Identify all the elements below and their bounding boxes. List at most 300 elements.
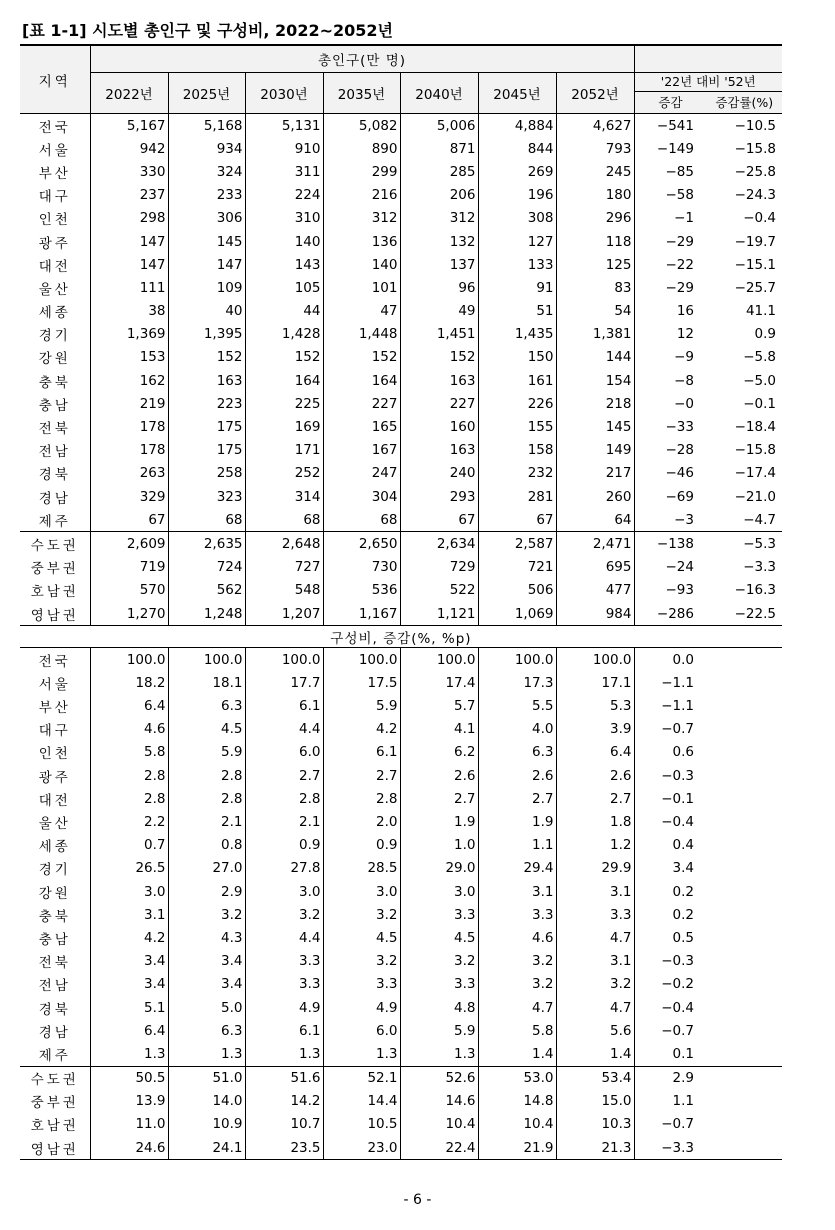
table-row bbox=[20, 857, 782, 880]
header-year: 2035년 bbox=[323, 73, 400, 114]
value-cell: 144 bbox=[556, 346, 634, 369]
value-cell: 312 bbox=[323, 207, 400, 230]
value-cell: 6.0 bbox=[323, 1019, 400, 1042]
value-cell: 3.1 bbox=[90, 903, 168, 926]
value-cell: 13.9 bbox=[90, 1090, 168, 1113]
change-rate-cell: −25.7 bbox=[734, 279, 776, 296]
value-cell: 793 bbox=[556, 137, 634, 160]
value-cell: 68 bbox=[245, 508, 323, 532]
value-cell: 67 bbox=[90, 508, 168, 532]
value-cell: 4.5 bbox=[400, 926, 478, 949]
value-cell: 68 bbox=[168, 508, 245, 532]
value-cell: 1.1 bbox=[478, 834, 556, 857]
change-cell: −541 bbox=[634, 114, 706, 138]
value-cell: 2,635 bbox=[168, 532, 245, 556]
change-cell: −0.7 bbox=[661, 1022, 694, 1039]
header-change-rate: 증감률(%) bbox=[715, 95, 774, 110]
value-cell: 3.3 bbox=[245, 973, 323, 996]
region-cell: 울산 bbox=[20, 276, 90, 299]
table-row bbox=[20, 392, 782, 415]
value-cell: 143 bbox=[245, 253, 323, 276]
value-cell: 727 bbox=[245, 556, 323, 579]
value-cell: 2,634 bbox=[400, 532, 478, 556]
change-cell: 12 bbox=[676, 326, 694, 343]
change-rate-cell: 41.1 bbox=[745, 303, 776, 320]
value-cell: 4.3 bbox=[168, 926, 245, 949]
value-cell: 2.1 bbox=[245, 810, 323, 833]
value-cell: 10.5 bbox=[323, 1113, 400, 1136]
value-cell: 4.9 bbox=[323, 996, 400, 1019]
region-cell: 부산 bbox=[20, 695, 90, 718]
value-cell: 4.7 bbox=[556, 996, 634, 1019]
value-cell: 1.9 bbox=[400, 810, 478, 833]
value-cell: 5.9 bbox=[168, 741, 245, 764]
value-cell: 6.4 bbox=[90, 695, 168, 718]
value-cell: 127 bbox=[478, 230, 556, 253]
region-cell: 광주 bbox=[20, 230, 90, 253]
value-cell: 163 bbox=[400, 439, 478, 462]
value-cell: 1,451 bbox=[400, 323, 478, 346]
region-cell: 세종 bbox=[20, 834, 90, 857]
table-row bbox=[20, 671, 782, 694]
value-cell: 4.4 bbox=[245, 718, 323, 741]
region-cell: 제주 bbox=[20, 1042, 90, 1066]
change-cell: −29 bbox=[665, 279, 694, 296]
change-cell: −1 bbox=[674, 210, 694, 227]
header-year: 2052년 bbox=[556, 73, 634, 114]
value-cell: 145 bbox=[168, 230, 245, 253]
value-cell: 237 bbox=[90, 184, 168, 207]
value-cell: 26.5 bbox=[90, 857, 168, 880]
value-cell: 281 bbox=[478, 485, 556, 508]
change-rate-cell bbox=[706, 1136, 782, 1160]
value-cell: 6.0 bbox=[245, 741, 323, 764]
value-cell: 311 bbox=[245, 160, 323, 183]
value-cell: 1,428 bbox=[245, 323, 323, 346]
value-cell: 3.3 bbox=[400, 973, 478, 996]
value-cell: 6.2 bbox=[400, 741, 478, 764]
change-cell: −46 bbox=[665, 465, 694, 482]
value-cell: 296 bbox=[556, 207, 634, 230]
value-cell: 149 bbox=[556, 439, 634, 462]
value-cell: 219 bbox=[90, 392, 168, 415]
change-cell: −138 bbox=[634, 532, 706, 556]
change-rate-cell: −24.3 bbox=[734, 187, 776, 204]
region-cell: 충북 bbox=[20, 369, 90, 392]
value-cell: 3.4 bbox=[90, 973, 168, 996]
value-cell: 17.4 bbox=[400, 671, 478, 694]
value-cell: 23.5 bbox=[245, 1136, 323, 1160]
value-cell: 258 bbox=[168, 462, 245, 485]
value-cell: 5,131 bbox=[245, 114, 323, 138]
table-row bbox=[20, 253, 782, 276]
value-cell: 4.9 bbox=[245, 996, 323, 1019]
value-cell: 147 bbox=[90, 253, 168, 276]
value-cell: 4.2 bbox=[90, 926, 168, 949]
value-cell: 161 bbox=[478, 369, 556, 392]
table-row bbox=[20, 926, 782, 949]
value-cell: 17.5 bbox=[323, 671, 400, 694]
value-cell: 721 bbox=[478, 556, 556, 579]
change-rate-cell bbox=[706, 671, 782, 694]
value-cell: 17.1 bbox=[556, 671, 634, 694]
value-cell: 10.3 bbox=[556, 1113, 634, 1136]
value-cell: 293 bbox=[400, 485, 478, 508]
value-cell: 5.3 bbox=[556, 695, 634, 718]
value-cell: 5,082 bbox=[323, 114, 400, 138]
region-cell: 전남 bbox=[20, 439, 90, 462]
value-cell: 3.2 bbox=[400, 950, 478, 973]
value-cell: 6.1 bbox=[245, 1019, 323, 1042]
region-cell: 전남 bbox=[20, 973, 90, 996]
value-cell: 18.1 bbox=[168, 671, 245, 694]
region-cell: 광주 bbox=[20, 764, 90, 787]
value-cell: 14.4 bbox=[323, 1090, 400, 1113]
region-cell: 수도권 bbox=[20, 532, 90, 556]
value-cell: 6.4 bbox=[556, 741, 634, 764]
value-cell: 29.0 bbox=[400, 857, 478, 880]
header-year: 2040년 bbox=[400, 73, 478, 114]
value-cell: 0.8 bbox=[168, 834, 245, 857]
value-cell: 18.2 bbox=[90, 671, 168, 694]
value-cell: 150 bbox=[478, 346, 556, 369]
value-cell: 40 bbox=[168, 300, 245, 323]
value-cell: 1,369 bbox=[90, 323, 168, 346]
value-cell: 68 bbox=[323, 508, 400, 532]
value-cell: 570 bbox=[90, 579, 168, 602]
value-cell: 27.8 bbox=[245, 857, 323, 880]
value-cell: 53.0 bbox=[478, 1066, 556, 1090]
value-cell: 100.0 bbox=[478, 648, 556, 672]
value-cell: 169 bbox=[245, 415, 323, 438]
region-cell: 전국 bbox=[20, 114, 90, 138]
value-cell: 1.3 bbox=[90, 1042, 168, 1066]
value-cell: 147 bbox=[168, 253, 245, 276]
region-cell: 경남 bbox=[20, 1019, 90, 1042]
change-cell: −22 bbox=[665, 256, 694, 273]
value-cell: 5.1 bbox=[90, 996, 168, 1019]
value-cell: 4.4 bbox=[245, 926, 323, 949]
value-cell: 247 bbox=[323, 462, 400, 485]
change-cell: −9 bbox=[674, 349, 694, 366]
value-cell: 2.8 bbox=[323, 787, 400, 810]
value-cell: 285 bbox=[400, 160, 478, 183]
change-rate-cell: −0.4 bbox=[743, 210, 776, 227]
value-cell: 100.0 bbox=[323, 648, 400, 672]
change-cell: −0.7 bbox=[661, 1116, 694, 1133]
header-change: 증감 bbox=[658, 95, 683, 110]
value-cell: 171 bbox=[245, 439, 323, 462]
value-cell: 299 bbox=[323, 160, 400, 183]
region-cell: 영남권 bbox=[20, 1136, 90, 1160]
change-rate-cell: −4.7 bbox=[743, 511, 776, 528]
change-rate-cell: −5.8 bbox=[743, 349, 776, 366]
value-cell: 1,395 bbox=[168, 323, 245, 346]
value-cell: 100.0 bbox=[245, 648, 323, 672]
value-cell: 162 bbox=[90, 369, 168, 392]
value-cell: 38 bbox=[90, 300, 168, 323]
value-cell: 536 bbox=[323, 579, 400, 602]
value-cell: 232 bbox=[478, 462, 556, 485]
value-cell: 548 bbox=[245, 579, 323, 602]
change-rate-cell: −5.0 bbox=[743, 372, 776, 389]
value-cell: 22.4 bbox=[400, 1136, 478, 1160]
value-cell: 158 bbox=[478, 439, 556, 462]
value-cell: 226 bbox=[478, 392, 556, 415]
value-cell: 506 bbox=[478, 579, 556, 602]
change-cell: −0 bbox=[674, 395, 694, 412]
value-cell: 105 bbox=[245, 276, 323, 299]
value-cell: 729 bbox=[400, 556, 478, 579]
table-row bbox=[20, 230, 782, 253]
value-cell: 4.6 bbox=[90, 718, 168, 741]
change-rate-cell bbox=[706, 764, 782, 787]
value-cell: 263 bbox=[90, 462, 168, 485]
region-cell: 전북 bbox=[20, 415, 90, 438]
value-cell: 5,006 bbox=[400, 114, 478, 138]
value-cell: 1.4 bbox=[556, 1042, 634, 1066]
value-cell: 3.3 bbox=[245, 950, 323, 973]
change-rate-cell: 0.9 bbox=[754, 326, 776, 343]
value-cell: 100.0 bbox=[168, 648, 245, 672]
value-cell: 23.0 bbox=[323, 1136, 400, 1160]
value-cell: 5,168 bbox=[168, 114, 245, 138]
region-cell: 경기 bbox=[20, 857, 90, 880]
change-rate-cell: −16.3 bbox=[734, 582, 776, 599]
table-row bbox=[20, 532, 782, 556]
value-cell: 245 bbox=[556, 160, 634, 183]
change-rate-cell: −25.8 bbox=[734, 163, 776, 180]
table-row bbox=[20, 276, 782, 299]
change-rate-cell bbox=[706, 1042, 782, 1066]
value-cell: 3.4 bbox=[168, 973, 245, 996]
value-cell: 164 bbox=[245, 369, 323, 392]
value-cell: 163 bbox=[400, 369, 478, 392]
value-cell: 91 bbox=[478, 276, 556, 299]
value-cell: 1.3 bbox=[245, 1042, 323, 1066]
change-rate-cell: −22.5 bbox=[706, 602, 782, 626]
header-year: 2022년 bbox=[90, 73, 168, 114]
change-cell: 16 bbox=[676, 303, 694, 320]
composition-title: 구성비, 증감(%, %p) bbox=[20, 626, 782, 648]
value-cell: 47 bbox=[323, 300, 400, 323]
region-cell: 수도권 bbox=[20, 1066, 90, 1090]
value-cell: 227 bbox=[323, 392, 400, 415]
region-cell: 경북 bbox=[20, 462, 90, 485]
value-cell: 217 bbox=[556, 462, 634, 485]
region-cell: 충남 bbox=[20, 392, 90, 415]
table-row bbox=[20, 1136, 782, 1160]
value-cell: 2.7 bbox=[478, 787, 556, 810]
value-cell: 260 bbox=[556, 485, 634, 508]
change-cell: 0.2 bbox=[672, 883, 694, 900]
value-cell: 10.9 bbox=[168, 1113, 245, 1136]
change-cell: −1.1 bbox=[661, 698, 694, 715]
region-cell: 중부권 bbox=[20, 1090, 90, 1113]
value-cell: 15.0 bbox=[556, 1090, 634, 1113]
change-rate-cell bbox=[706, 857, 782, 880]
value-cell: 24.6 bbox=[90, 1136, 168, 1160]
change-cell: −0.4 bbox=[661, 999, 694, 1016]
value-cell: 175 bbox=[168, 415, 245, 438]
value-cell: 175 bbox=[168, 439, 245, 462]
value-cell: 0.7 bbox=[90, 834, 168, 857]
change-cell: −1.1 bbox=[661, 674, 694, 691]
region-cell: 부산 bbox=[20, 160, 90, 183]
value-cell: 44 bbox=[245, 300, 323, 323]
value-cell: 323 bbox=[168, 485, 245, 508]
region-cell: 중부권 bbox=[20, 556, 90, 579]
value-cell: 11.0 bbox=[90, 1113, 168, 1136]
population-table bbox=[20, 44, 782, 1160]
value-cell: 5.6 bbox=[556, 1019, 634, 1042]
value-cell: 21.3 bbox=[556, 1136, 634, 1160]
change-cell: −69 bbox=[665, 488, 694, 505]
value-cell: 6.3 bbox=[168, 1019, 245, 1042]
value-cell: 3.0 bbox=[323, 880, 400, 903]
value-cell: 5.7 bbox=[400, 695, 478, 718]
value-cell: 910 bbox=[245, 137, 323, 160]
change-rate-cell: −5.3 bbox=[706, 532, 782, 556]
value-cell: 984 bbox=[556, 602, 634, 626]
table-row bbox=[20, 462, 782, 485]
table-row bbox=[20, 695, 782, 718]
change-cell: −28 bbox=[665, 442, 694, 459]
value-cell: 64 bbox=[556, 508, 634, 532]
value-cell: 67 bbox=[400, 508, 478, 532]
value-cell: 2.7 bbox=[400, 787, 478, 810]
value-cell: 4.8 bbox=[400, 996, 478, 1019]
value-cell: 100.0 bbox=[556, 648, 634, 672]
value-cell: 17.7 bbox=[245, 671, 323, 694]
change-cell: 1.1 bbox=[672, 1093, 694, 1110]
value-cell: 14.6 bbox=[400, 1090, 478, 1113]
change-cell: −286 bbox=[634, 602, 706, 626]
region-cell: 전국 bbox=[20, 648, 90, 672]
value-cell: 206 bbox=[400, 184, 478, 207]
table-row bbox=[20, 810, 782, 833]
value-cell: 153 bbox=[90, 346, 168, 369]
header-year: 2030년 bbox=[245, 73, 323, 114]
value-cell: 2,587 bbox=[478, 532, 556, 556]
value-cell: 50.5 bbox=[90, 1066, 168, 1090]
value-cell: 5.9 bbox=[323, 695, 400, 718]
table-row bbox=[20, 184, 782, 207]
value-cell: 4.5 bbox=[168, 718, 245, 741]
value-cell: 52.6 bbox=[400, 1066, 478, 1090]
header-population-group: 총인구(만 명) bbox=[90, 45, 634, 73]
value-cell: 0.9 bbox=[245, 834, 323, 857]
value-cell: 2.8 bbox=[168, 764, 245, 787]
value-cell: 3.0 bbox=[90, 880, 168, 903]
table-row bbox=[20, 741, 782, 764]
region-cell: 경기 bbox=[20, 323, 90, 346]
value-cell: 2.6 bbox=[556, 764, 634, 787]
value-cell: 10.4 bbox=[478, 1113, 556, 1136]
change-cell: −8 bbox=[674, 372, 694, 389]
table-title: [표 1-1] 시도별 총인구 및 구성비, 2022~2052년 bbox=[22, 21, 393, 40]
value-cell: 3.2 bbox=[168, 903, 245, 926]
value-cell: 871 bbox=[400, 137, 478, 160]
table-row bbox=[20, 415, 782, 438]
value-cell: 152 bbox=[400, 346, 478, 369]
change-cell: −0.3 bbox=[661, 767, 694, 784]
change-cell: 0.0 bbox=[634, 648, 706, 672]
value-cell: 216 bbox=[323, 184, 400, 207]
change-rate-cell: −10.5 bbox=[706, 114, 782, 138]
value-cell: 223 bbox=[168, 392, 245, 415]
table-row bbox=[20, 207, 782, 230]
value-cell: 2,648 bbox=[245, 532, 323, 556]
value-cell: 51.6 bbox=[245, 1066, 323, 1090]
value-cell: 3.1 bbox=[556, 950, 634, 973]
change-rate-cell bbox=[706, 834, 782, 857]
value-cell: 3.2 bbox=[323, 903, 400, 926]
value-cell: 155 bbox=[478, 415, 556, 438]
value-cell: 29.9 bbox=[556, 857, 634, 880]
value-cell: 164 bbox=[323, 369, 400, 392]
table-row bbox=[20, 1042, 782, 1066]
value-cell: 51 bbox=[478, 300, 556, 323]
value-cell: 3.9 bbox=[556, 718, 634, 741]
change-rate-cell bbox=[706, 741, 782, 764]
value-cell: 53.4 bbox=[556, 1066, 634, 1090]
value-cell: 3.1 bbox=[478, 880, 556, 903]
region-cell: 영남권 bbox=[20, 602, 90, 626]
region-cell: 호남권 bbox=[20, 1113, 90, 1136]
value-cell: 140 bbox=[323, 253, 400, 276]
change-rate-cell bbox=[706, 880, 782, 903]
header-region: 지역 bbox=[20, 45, 90, 114]
change-rate-cell: −15.8 bbox=[734, 442, 776, 459]
change-cell: −0.3 bbox=[661, 953, 694, 970]
value-cell: 178 bbox=[90, 415, 168, 438]
table-row bbox=[20, 1019, 782, 1042]
value-cell: 4.0 bbox=[478, 718, 556, 741]
header-year: 2045년 bbox=[478, 73, 556, 114]
value-cell: 3.2 bbox=[245, 903, 323, 926]
value-cell: 14.8 bbox=[478, 1090, 556, 1113]
value-cell: 477 bbox=[556, 579, 634, 602]
table-row bbox=[20, 602, 782, 626]
value-cell: 152 bbox=[245, 346, 323, 369]
change-rate-cell bbox=[706, 787, 782, 810]
region-cell: 대전 bbox=[20, 787, 90, 810]
table-row bbox=[20, 903, 782, 926]
change-cell: −149 bbox=[656, 140, 694, 157]
change-rate-cell bbox=[706, 926, 782, 949]
region-cell: 충북 bbox=[20, 903, 90, 926]
value-cell: 1.0 bbox=[400, 834, 478, 857]
change-cell: 0.1 bbox=[672, 1045, 694, 1062]
region-cell: 제주 bbox=[20, 508, 90, 532]
region-cell: 인천 bbox=[20, 207, 90, 230]
change-rate-cell bbox=[706, 1113, 782, 1136]
change-cell: 2.9 bbox=[634, 1066, 706, 1090]
table-row bbox=[20, 114, 782, 138]
change-rate-cell: −15.1 bbox=[734, 256, 776, 273]
value-cell: 165 bbox=[323, 415, 400, 438]
change-rate-cell bbox=[706, 950, 782, 973]
value-cell: 330 bbox=[90, 160, 168, 183]
value-cell: 21.9 bbox=[478, 1136, 556, 1160]
value-cell: 49 bbox=[400, 300, 478, 323]
value-cell: 4,627 bbox=[556, 114, 634, 138]
value-cell: 3.3 bbox=[556, 903, 634, 926]
table-row bbox=[20, 718, 782, 741]
value-cell: 152 bbox=[168, 346, 245, 369]
region-cell: 전북 bbox=[20, 950, 90, 973]
